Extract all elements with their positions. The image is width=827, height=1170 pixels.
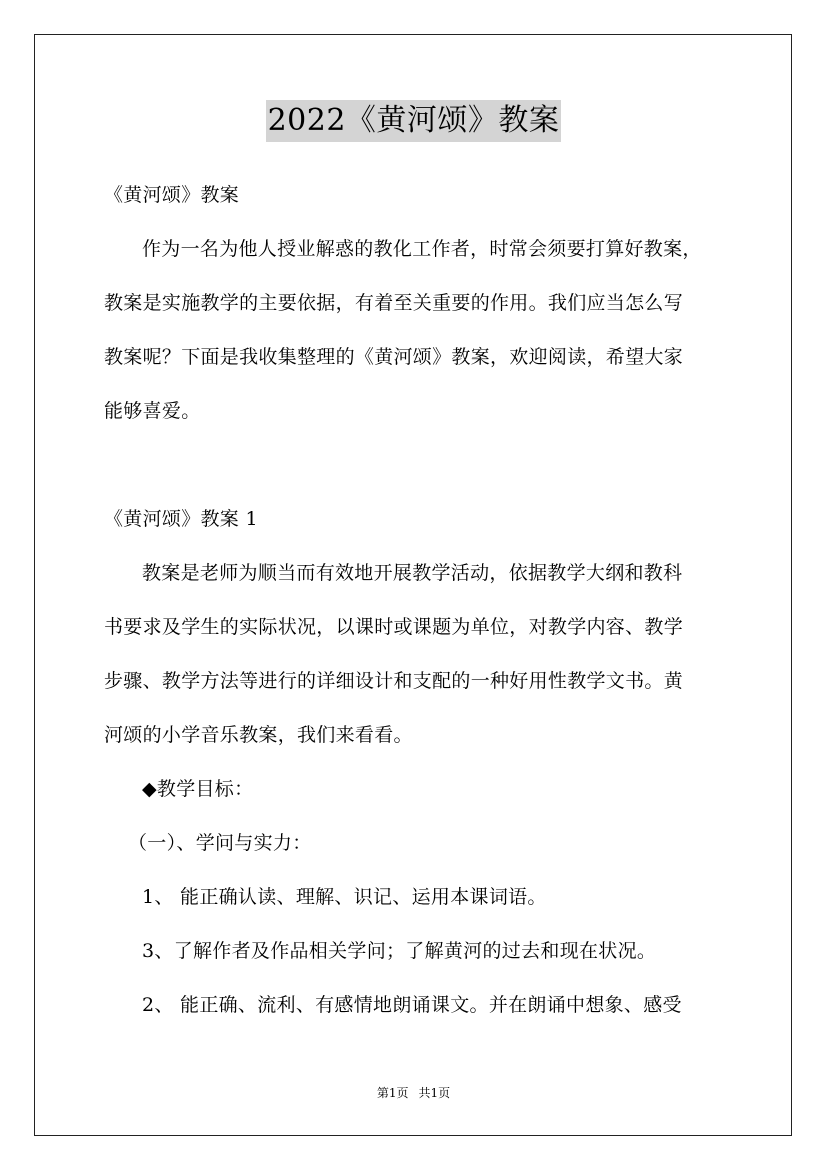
page-total: 共1页: [418, 1086, 451, 1100]
paragraph-line: 教案是实施教学的主要依据，有着至关重要的作用。我们应当怎么写: [104, 292, 684, 314]
title-container: [0, 100, 827, 142]
paragraph-line: 书要求及学生的实际状况，以课时或课题为单位，对教学内容、教学: [104, 616, 684, 638]
list-item: 1、 能正确认读、理解、识记、运用本课词语。: [142, 886, 547, 908]
paragraph-line: 教案是老师为顺当而有效地开展教学活动，依据教学大纲和教科: [142, 562, 683, 584]
paragraph-line: 能够喜爱。: [104, 400, 201, 422]
paragraph-line: 作为一名为他人授业解惑的教化工作者，时常会须要打算好教案，: [142, 238, 702, 260]
document-title: 2022《黄河颂》教案: [266, 100, 562, 142]
objectives-heading: ◆教学目标：: [142, 778, 254, 800]
section-heading: 《黄河颂》教案: [104, 184, 240, 206]
paragraph-line: 河颂的小学音乐教案，我们来看看。: [104, 724, 413, 746]
list-item: 3、了解作者及作品相关学问；了解黄河的过去和现在状况。: [142, 940, 657, 962]
section-heading: 《黄河颂》教案 1: [104, 508, 258, 530]
list-item: 2、 能正确、流利、有感情地朗诵课文。并在朗诵中想象、感受: [142, 994, 682, 1016]
page-number: 第1页: [376, 1086, 409, 1100]
subheading: （一）、学问与实力：: [128, 832, 312, 854]
page-footer: [0, 1085, 827, 1101]
paragraph-line: 步骤、教学方法等进行的详细设计和支配的一种好用性教学文书。黄: [104, 670, 684, 692]
paragraph-line: 教案呢？下面是我收集整理的《黄河颂》教案，欢迎阅读，希望大家: [104, 346, 684, 368]
